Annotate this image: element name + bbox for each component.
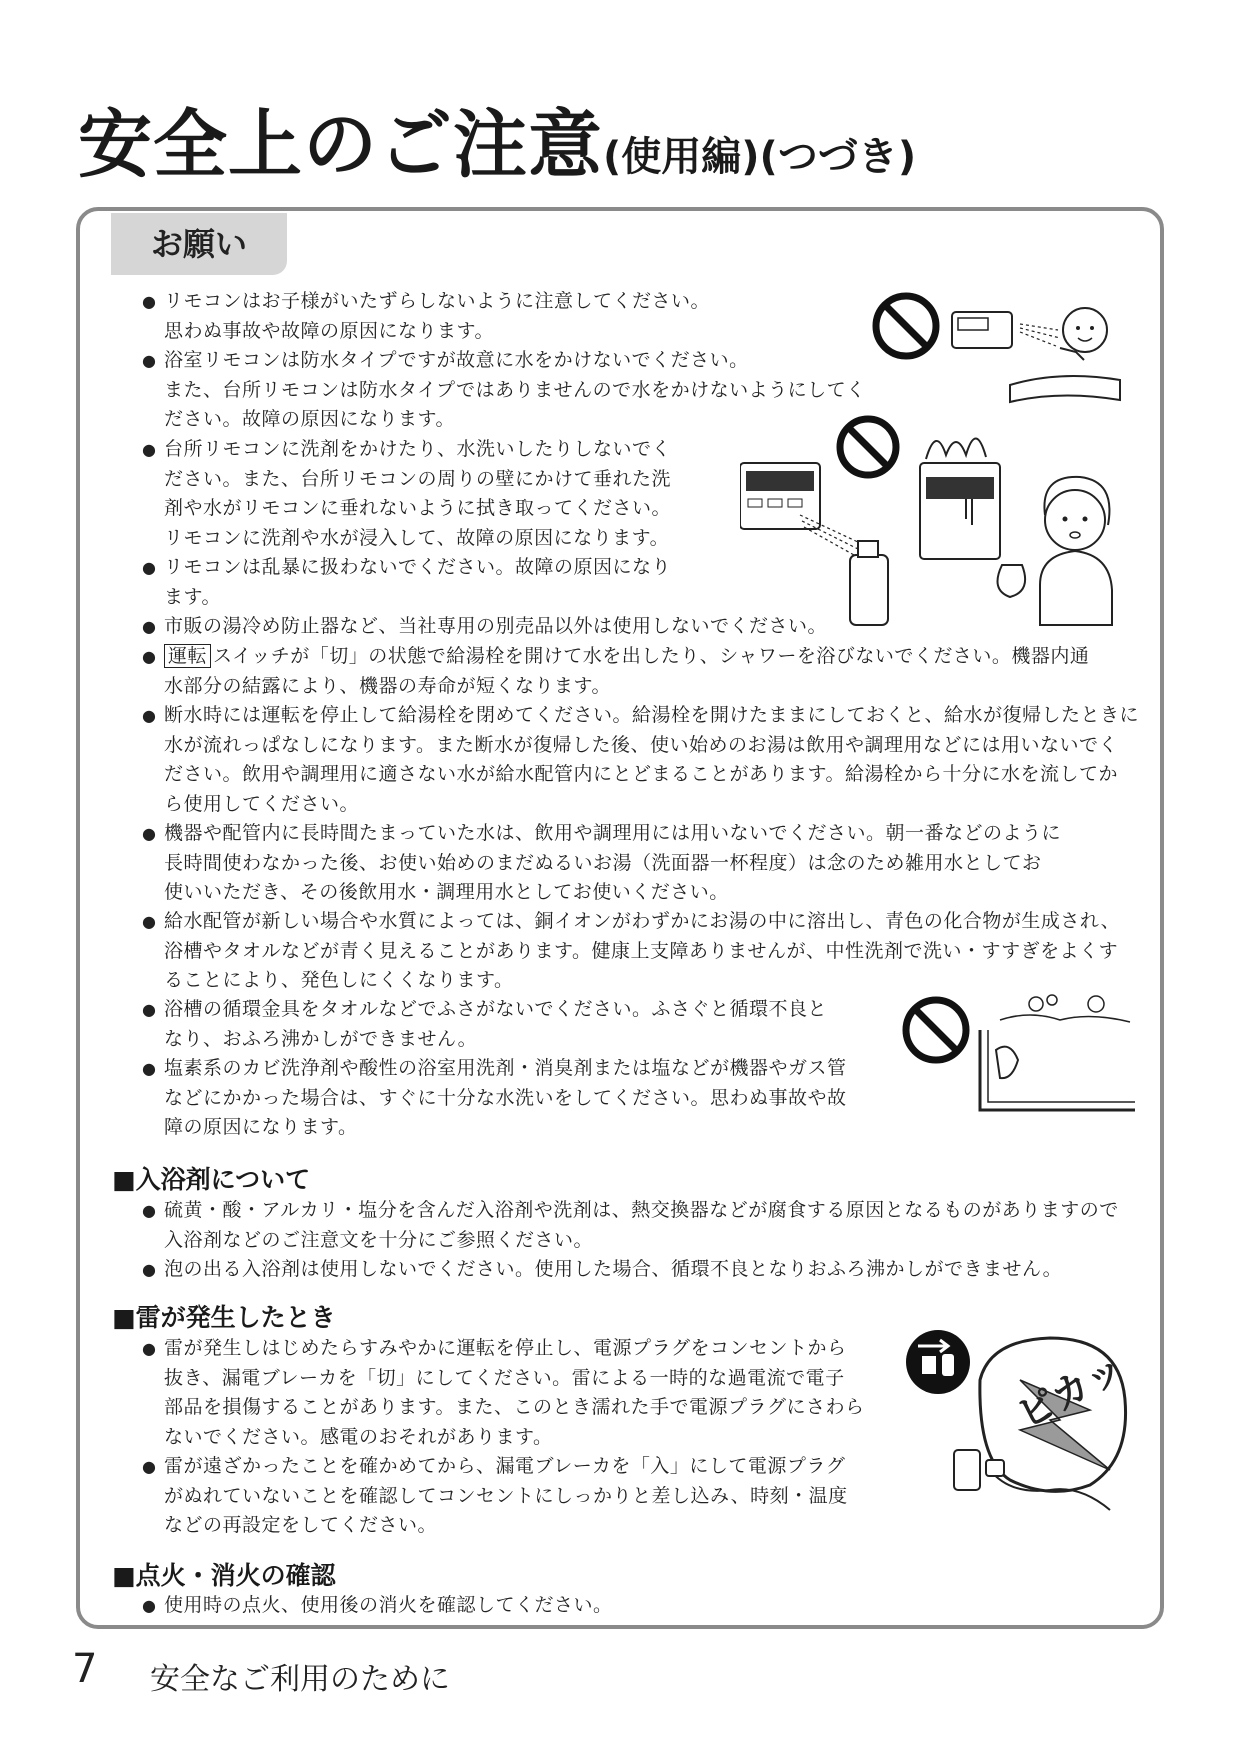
lightning-item-1: ● 雷が発生しはじめたらすみやかに運転を停止し、電源プラグをコンセントから 抜き、漏電ブレーカを「切」にしてください。雷による一時的な過電流で電子 部品を損傷することがあります。また、このとき濡れた手で電源プラグにさわら ないでください。感電のおそれがあります。 bbox=[164, 1334, 904, 1452]
ignition-item-1: ● 使用時の点火、使用後の消火を確認してください。 bbox=[164, 1591, 904, 1621]
page-title bbox=[78, 86, 916, 192]
bath-additive-item-1: ● 硫黄・酸・アルカリ・塩分を含んだ入浴剤や洗剤は、熱交換器などが腐食する原因となるものがありますので 入浴剤などのご注意文を十分にご参照ください。 bbox=[164, 1196, 1149, 1255]
unten-switch-label: 運転 bbox=[164, 644, 211, 668]
page-number: 7 bbox=[72, 1646, 98, 1692]
bath-additive-item-2: ● 泡の出る入浴剤は使用しないでください。使用した場合、循環不良となりおふろ沸かしができません。 bbox=[164, 1255, 1149, 1285]
notice-item-3: ● 台所リモコンに洗剤をかけたり、水洗いしたりしないでく ださい。また、台所リモコンの周りの壁にかけて垂れた洗 剤や水がリモコンに垂れないように拭き取ってください。 リモコンに洗剤や水が浸入して、故障の原因になります。 bbox=[164, 435, 724, 553]
notice-item-10: ● 浴槽の循環金具をタオルなどでふさがないでください。ふさぐと循環不良と なり、おふろ沸かしができません。 bbox=[164, 995, 924, 1054]
lightning-item-2: ● 雷が遠ざかったことを確かめてから、漏電ブレーカを「入」にして電源プラグ がぬれていないことを確認してコンセントにしっかりと差し込み、時刻・温度 などの再設定をしてください。 bbox=[164, 1452, 904, 1541]
bathtub-towel-illustration bbox=[900, 990, 1140, 1120]
heading-lightning: ■雷が発生したとき bbox=[112, 1303, 336, 1332]
lightning-unplug-illustration bbox=[900, 1320, 1140, 1520]
heading-bath-additives: ■入浴剤について bbox=[112, 1165, 311, 1194]
notice-item-6-text: スイッチが「切」の状態で給湯栓を開けて水を出したり、シャワーを浴びないでください。機器内通 水部分の結露により、機器の寿命が短くなります。 bbox=[164, 645, 1090, 697]
title-sub: (使用編)(つづき) bbox=[603, 134, 917, 180]
notice-item-9: ● 給水配管が新しい場合や水質によっては、銅イオンがわずかにお湯の中に溶出し、青色の化合物が生成され、 浴槽やタオルなどが青く見えることがあります。健康上支障ありませんが、中性洗剤で洗い・すすぎをよくす ることにより、発色しにくくなります。 bbox=[164, 907, 1149, 996]
unplug-icon bbox=[906, 1330, 970, 1394]
notice-item-7: ● 断水時には運転を停止して給湯栓を閉めてください。給湯栓を開けたままにしておくと、給水が復帰したときに 水が流れっぱなしになります。また断水が復帰した後、使い始めのお湯は飲用や調理用などには用いないでく ださい。飲用や調理用に適さない水が給水配管内にとどまることがあります。給湯栓から十分に水を流してか ら使用してください。 bbox=[164, 701, 1149, 819]
notice-item-2: ● 浴室リモコンは防水タイプですが故意に水をかけないでください。 また、台所リモコンは防水タイプではありませんので水をかけないようにしてく ださい。故障の原因になります。 bbox=[164, 346, 924, 435]
prohibition-icon bbox=[840, 419, 896, 475]
onegai-tab: お願い bbox=[111, 213, 287, 275]
prohibition-icon bbox=[906, 1000, 966, 1060]
notice-item-4: ● リモコンは乱暴に扱わないでください。故障の原因になり ます。 bbox=[164, 553, 724, 612]
title-main: 安全上のご注意 bbox=[78, 102, 603, 188]
notice-item-6 bbox=[164, 642, 1149, 701]
notice-item-1: ● リモコンはお子様がいたずらしないように注意してください。 思わぬ事故や故障の原因になります。 bbox=[164, 287, 864, 346]
child-splashing-illustration bbox=[870, 290, 1130, 420]
notice-item-5: ● 市販の湯冷め防止器など、当社専用の別売品以外は使用しないでください。 bbox=[164, 612, 904, 642]
lightning-text: ピカッ bbox=[1009, 1345, 1131, 1438]
notice-item-11: ● 塩素系のカビ洗浄剤や酸性の浴室用洗剤・消臭剤または塩などが機器やガス管 などにかかった場合は、すぐに十分な水洗いをしてください。思わぬ事故や故 障の原因になります。 bbox=[164, 1054, 924, 1143]
prohibition-icon bbox=[876, 296, 936, 356]
kitchen-remote-illustration bbox=[740, 415, 1140, 635]
footer-section-title: 安全なご利用のために bbox=[150, 1662, 450, 1697]
heading-ignition: ■点火・消火の確認 bbox=[112, 1561, 336, 1590]
notice-item-8: ● 機器や配管内に長時間たまっていた水は、飲用や調理用には用いないでください。朝一番などのように 長時間使わなかった後、お使い始めのまだぬるいお湯（洗面器一杯程度）は念のため雑用水としてお 使いいただき、その後飲用水・調理用水としてお使いください。 bbox=[164, 819, 1149, 908]
